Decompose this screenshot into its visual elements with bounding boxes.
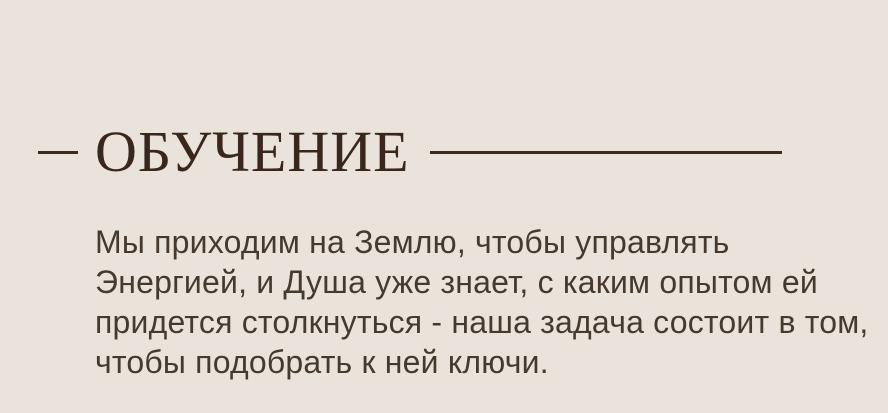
paragraph-line: Мы приходим на Землю, чтобы управлять — [95, 224, 730, 260]
section-title: ОБУЧЕНИЕ — [95, 119, 410, 184]
section-heading — [38, 120, 888, 184]
paragraph-line: чтобы подобрать к ней ключи. — [95, 344, 549, 380]
paragraph-line: придется столкнуться - наша задача состоит в том, — [95, 304, 869, 340]
heading-left-dash — [38, 151, 78, 154]
heading-right-rule — [430, 151, 782, 154]
body-paragraph — [95, 222, 869, 382]
paragraph-line: Энергией, и Душа уже знает, с каким опытом ей — [95, 264, 818, 300]
